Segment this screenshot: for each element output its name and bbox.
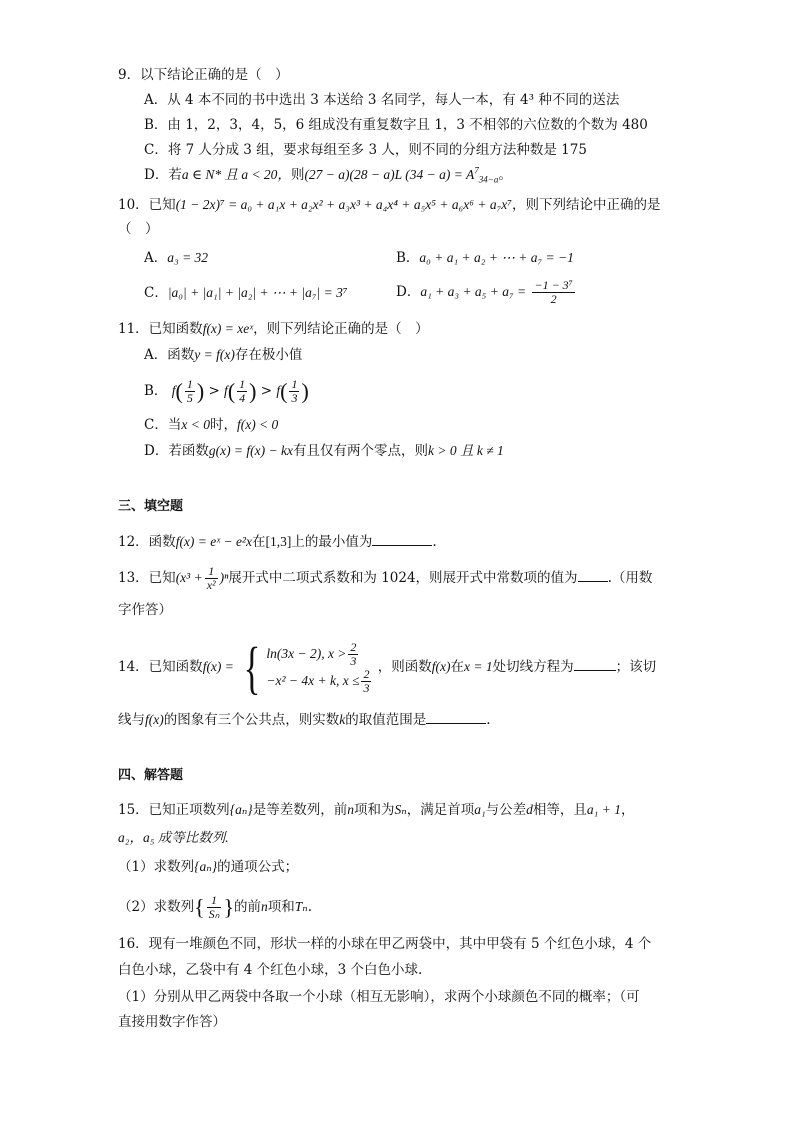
q15-part1: （1）求数列{aₙ}的通项公式；: [118, 859, 299, 875]
q13: 13．已知(x³ + $\frac{1}{\text{x²}}$ )ⁿ展开式中二项式系数和为 1024，则展开式中常数项的值为 .（用数: [118, 564, 653, 592]
q14-tangent-blank[interactable]: [574, 658, 616, 671]
q12-answer-blank[interactable]: [372, 533, 432, 546]
section-fill-in-heading: 三、填空题: [118, 499, 184, 514]
q10-option-b: B．a₀ + a₁ + a₂ + ⋯ + a₇ = −1: [396, 250, 574, 266]
q9-option-a: A．从 4 本不同的书中选出 3 本送给 3 名同学，每人一本，有 4³ 种不同的送法: [144, 92, 620, 108]
q12: 12．函数f(x) = eˣ − e²x在[1,3]上的最小值为 .: [118, 534, 437, 550]
q13-answer-blank[interactable]: [578, 569, 608, 582]
q11-option-a: A．函数y = f(x)存在极小值: [144, 347, 303, 363]
q10-stem: 10．已知(1 − 2x)⁷ = a₀ + a₁x + a₂x² + a₃x³ + a₄x⁴ + a₅x⁵ + a₆x⁶ + a₇x⁷，则下列结论中正确的是: [118, 197, 661, 213]
q15-line2: a₂，a₅ 成等比数列.: [118, 830, 229, 845]
q10-option-a: A．a₃ = 32: [144, 250, 209, 266]
q11-stem: 11．已知函数f(x) = xeˣ，则下列结论正确的是（ ）: [118, 321, 429, 337]
q9-option-b: B．由 1，2，3，4，5，6 组成没有重复数字且 1，3 不相邻的六位数的个数为 480: [144, 117, 648, 133]
q15-stem: 15．已知正项数列{aₙ}是等差数列，前n项和为Sₙ，满足首项a₁与公差d相等，且a₁ + 1，: [118, 802, 635, 818]
q14-line2: 线与f(x)的图象有三个公共点，则实数k的取值范围是 .: [118, 712, 491, 728]
q10-option-c: C．|a₀| + |a₁| + |a₂| + ⋯ + |a₇| = 3⁷: [144, 285, 348, 301]
q9-option-d: D．若a ∈ N* 且 a < 20，则(27 − a)(28 − a)L $(34 - a) = A^7_{34-a}$。: [144, 165, 512, 185]
q14: 14．已知函数f(x) = { ln(3x − 2), x > $\frac{2}{3}$ −x² − 4x + k, x ≤ $\frac{2}{3}$ ，则函数f(x)在x = 1处切线方程为 ；该切: [118, 634, 657, 700]
q14-range-blank[interactable]: [426, 711, 486, 724]
q9-option-c: C．将 7 人分成 3 组，要求每组至多 3 人，则不同的分组方法种数是 175: [144, 142, 587, 158]
q11-option-d: D．若函数g(x) = f(x) − kx有且仅有两个零点，则k > 0 且 k ≠ 1: [144, 443, 504, 459]
q13-line2: 字作答）: [118, 602, 172, 618]
q11-option-b: B． f( $\frac{1}{5}$ ) > f( $\frac{1}{4}$ ) > f( $\frac{1}{3}$ ): [144, 377, 309, 405]
q10-option-d: D．a₁ + a₃ + a₅ + a₇ = $\frac{\text{−1 − 3⁷}}{2}$: [396, 278, 573, 306]
q14-piecewise-brace: {: [243, 634, 261, 700]
q10-paren: （ ）: [118, 221, 159, 237]
q14-piecewise: ln(3x − 2), x > $\frac{2}{3}$ −x² − 4x + k, x ≤ $\frac{2}{3}$: [266, 639, 370, 695]
q11-option-c: C．当x < 0时，f(x) < 0: [144, 417, 279, 433]
q16-part1: （1）分别从甲乙两袋中各取一个小球（相互无影响），求两个小球颜色不同的概率；（可: [118, 989, 640, 1005]
section-solution-heading: 四、解答题: [118, 768, 184, 783]
q16-line2: 白色小球，乙袋中有 4 个红色小球，3 个白色小球.: [118, 962, 423, 978]
q15-part2: （2）求数列{ $\frac{1}{\text{Sₙ}}$ }的前n项和Tₙ.: [118, 893, 313, 921]
q9-stem: 9．以下结论正确的是（ ）: [118, 67, 289, 83]
q16-line1: 16．现有一堆颜色不同，形状一样的小球在甲乙两袋中，其中甲袋有 5 个红色小球，4 个: [118, 936, 652, 952]
q10-d-fraction: $\frac{\text{−1 − 3⁷}}{2}$: [534, 278, 573, 306]
q16-part1-line2: 直接用数字作答）: [118, 1014, 226, 1030]
